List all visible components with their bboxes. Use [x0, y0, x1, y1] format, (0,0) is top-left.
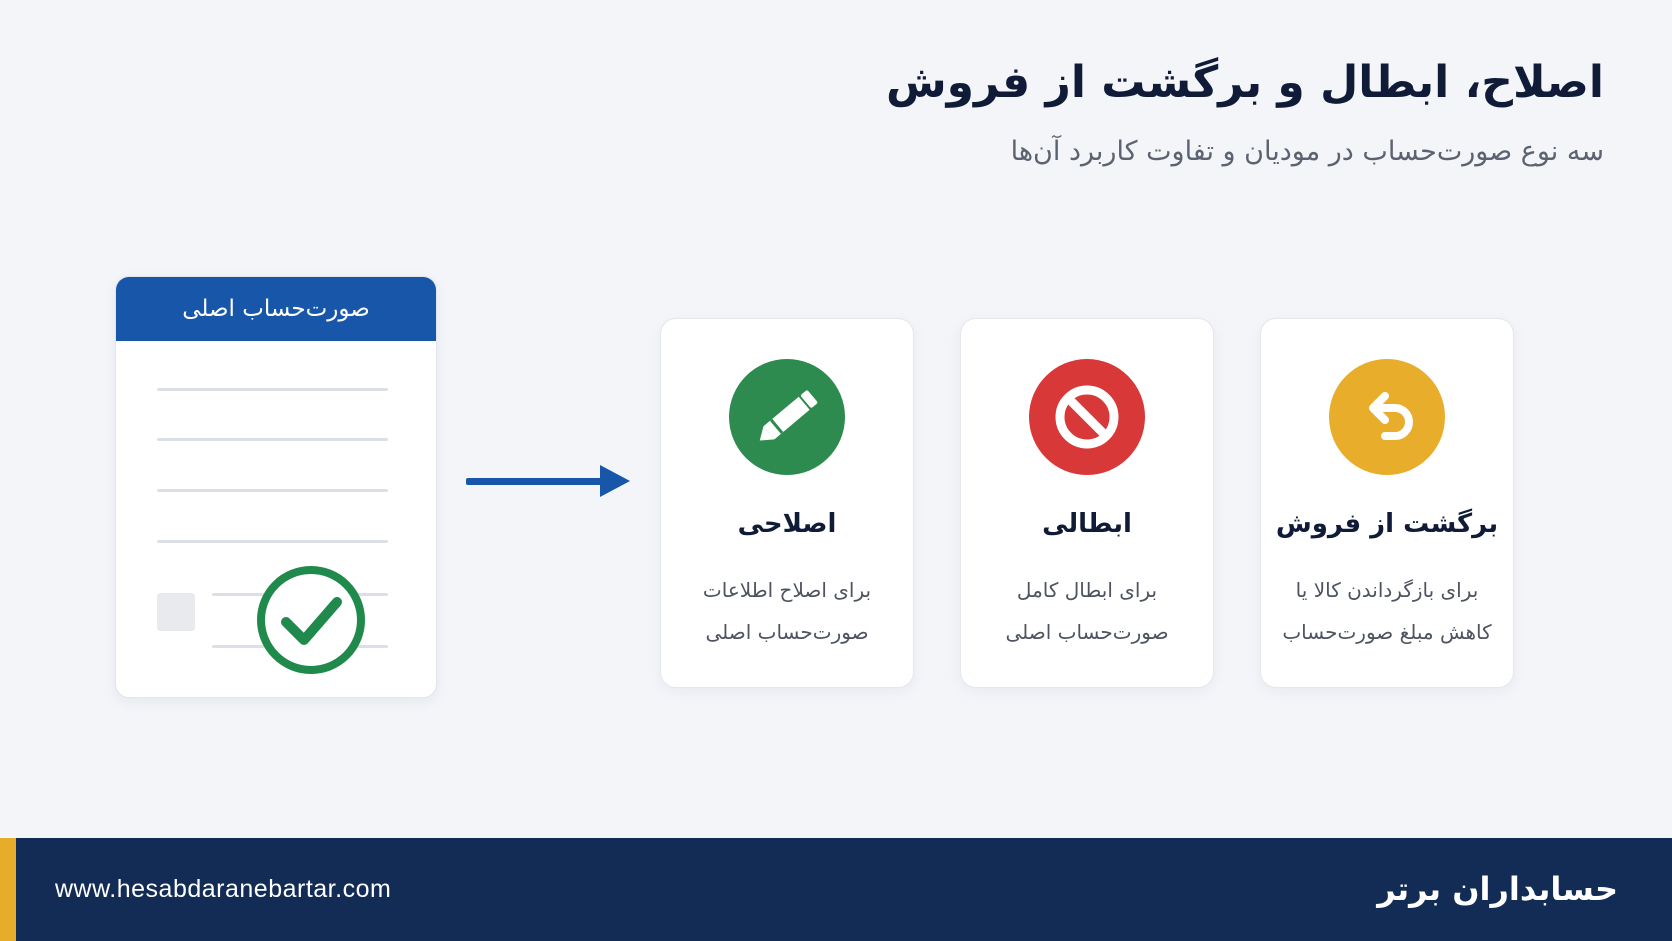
card-description	[1271, 569, 1503, 653]
website-link[interactable]: www.hesabdaranebartar.com	[55, 875, 392, 903]
invoice-header	[116, 277, 436, 341]
pencil-icon	[729, 359, 845, 475]
card-desc-line: صورت‌حساب اصلی	[1005, 620, 1169, 644]
card-desc-line: برای اصلاح اطلاعات	[702, 578, 872, 602]
page-title: اصلاح، ابطال و برگشت از فروش	[885, 57, 1604, 108]
document-line	[157, 438, 388, 441]
card-cancel[interactable]	[960, 318, 1214, 688]
card-title: برگشت از فروش	[1275, 509, 1499, 539]
brand-name: حسابداران برتر	[1377, 870, 1618, 908]
card-title: ابطالی	[1042, 509, 1132, 539]
card-edit[interactable]	[660, 318, 914, 688]
document-checkbox	[157, 593, 195, 631]
page-subtitle: سه نوع صورت‌حساب در مودیان و تفاوت کاربرد آن‌ها	[1010, 136, 1604, 167]
arrow-right-icon	[466, 462, 630, 500]
card-desc-line: صورت‌حساب اصلی	[705, 620, 869, 644]
card-description	[671, 569, 903, 653]
invoice-label: صورت‌حساب اصلی	[182, 296, 370, 322]
original-invoice-document	[115, 276, 437, 698]
card-desc-line: برای ابطال کامل	[1016, 578, 1158, 602]
cancel-icon	[1029, 359, 1145, 475]
card-desc-line: برای بازگرداندن کالا یا	[1295, 578, 1479, 602]
footer	[0, 838, 1672, 941]
undo-icon	[1329, 359, 1445, 475]
footer-accent-stripe	[0, 838, 16, 941]
card-desc-line: کاهش مبلغ صورت‌حساب	[1282, 620, 1492, 644]
card-return[interactable]	[1260, 318, 1514, 688]
header	[886, 50, 1604, 172]
card-title: اصلاحی	[737, 509, 837, 539]
document-line	[157, 540, 388, 543]
document-line	[157, 489, 388, 492]
document-line	[157, 388, 388, 391]
check-circle-icon	[256, 565, 366, 675]
card-description	[971, 569, 1203, 653]
